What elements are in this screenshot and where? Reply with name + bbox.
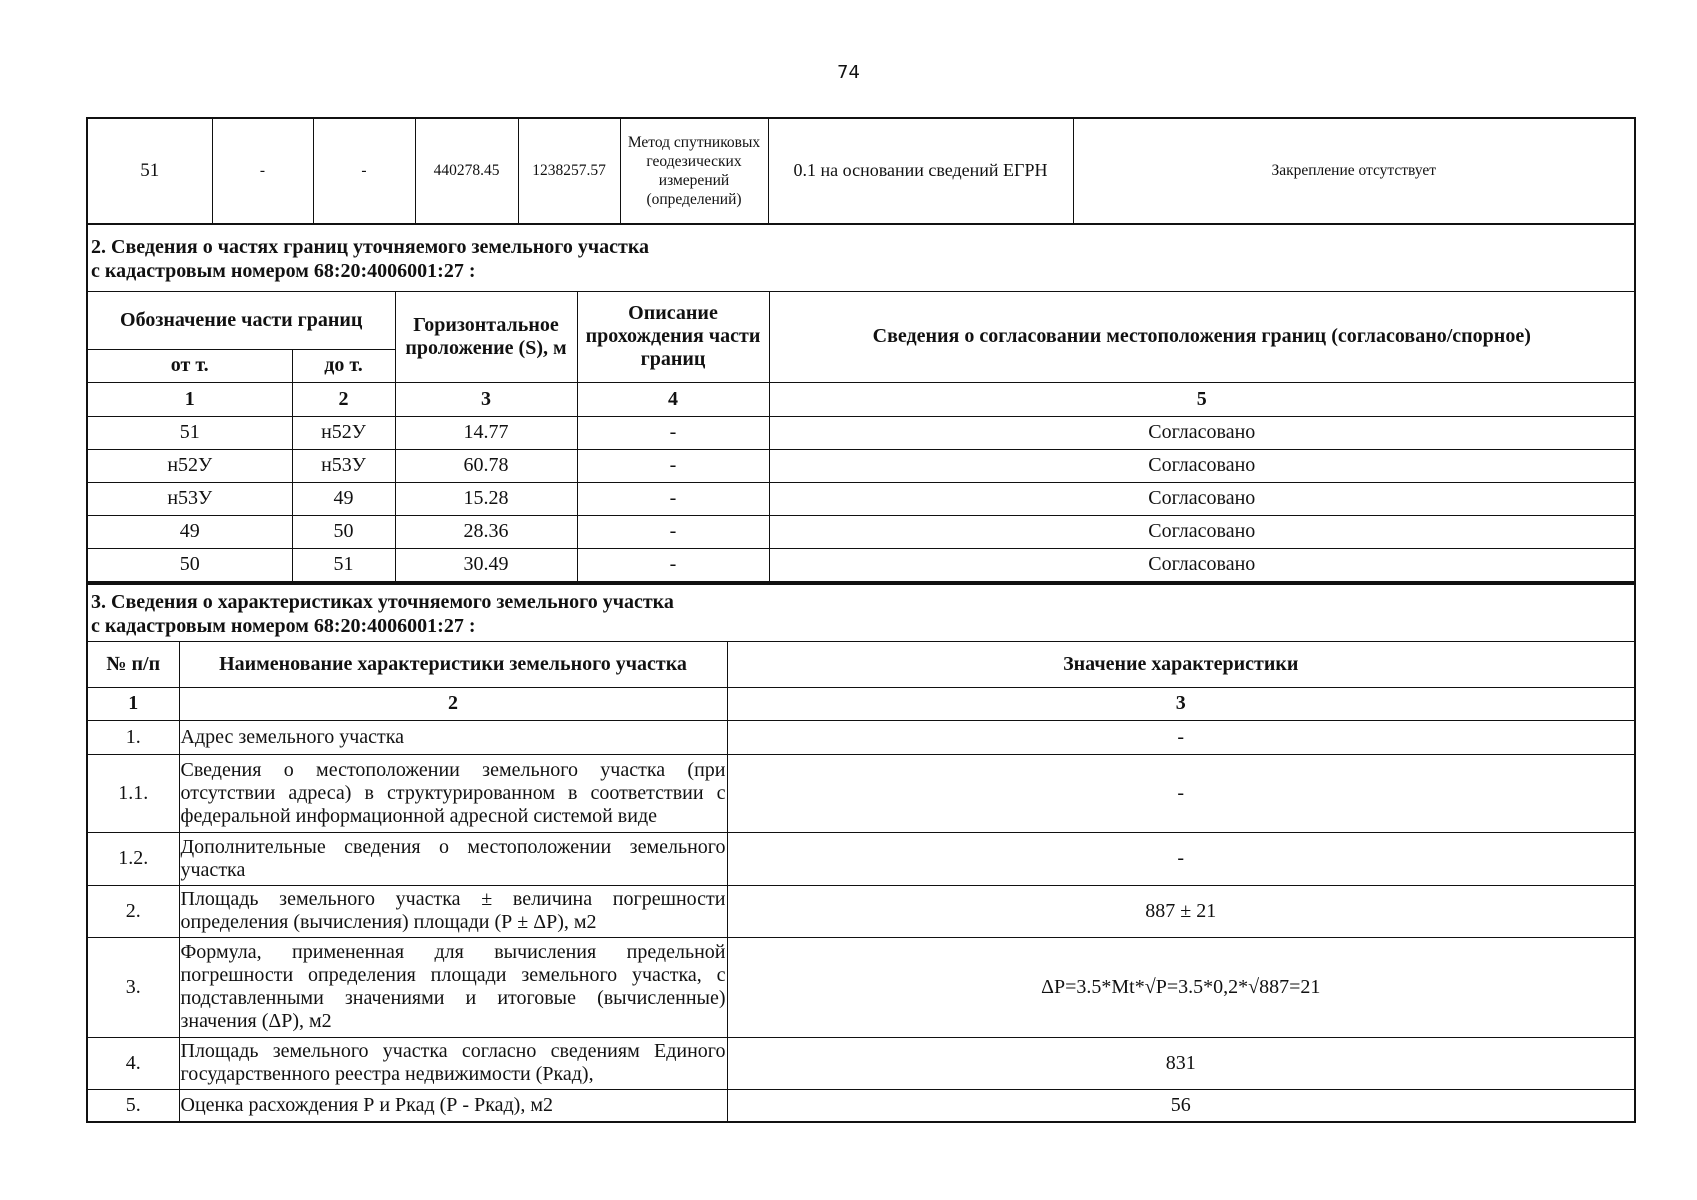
from-cell: 49: [87, 515, 292, 548]
table-row: [87, 1089, 1635, 1122]
number-header: № п/п: [87, 641, 179, 687]
section3-title-line2: с кадастровым номером 68:20:4006001:27 :: [91, 614, 476, 637]
accuracy-cell: 0.1 на основании сведений ЕГРН: [768, 118, 1073, 223]
from-cell: н53У: [87, 482, 292, 515]
header-row: [87, 291, 1635, 349]
section-title: [87, 583, 1635, 641]
col-number: 1: [87, 382, 292, 416]
to-cell: 51: [292, 548, 395, 581]
row-number: 1.2.: [87, 832, 179, 885]
table-row: [87, 515, 1635, 548]
status-cell: Согласовано: [769, 482, 1635, 515]
section-title: [87, 224, 1635, 291]
row-number: 5.: [87, 1089, 179, 1122]
length-cell: 60.78: [395, 449, 577, 482]
row-number: 1.1.: [87, 754, 179, 832]
name-header: Наименование характеристики земельного участка: [179, 641, 727, 687]
table-row: [87, 416, 1635, 449]
column-numbers-row: [87, 687, 1635, 720]
from-cell: 50: [87, 548, 292, 581]
dash-cell: -: [212, 118, 313, 223]
characteristic-value: -: [727, 832, 1635, 885]
length-cell: 14.77: [395, 416, 577, 449]
column-numbers-row: [87, 382, 1635, 416]
to-cell: н52У: [292, 416, 395, 449]
description-cell: -: [577, 548, 769, 581]
table-row: [87, 754, 1635, 832]
boundary-parts-table: [86, 224, 1636, 582]
point-cell: 51: [87, 118, 212, 223]
section3-title-line1: 3. Сведения о характеристиках уточняемого земельного участка: [91, 590, 674, 613]
col-number: 2: [292, 382, 395, 416]
status-cell: Согласовано: [769, 416, 1635, 449]
characteristics-table: [86, 582, 1636, 1124]
status-cell: Согласовано: [769, 449, 1635, 482]
to-cell: 50: [292, 515, 395, 548]
dash-cell: -: [313, 118, 415, 223]
description-cell: -: [577, 449, 769, 482]
col-number: 4: [577, 382, 769, 416]
characteristic-name: Сведения о местоположении земельного участка (при отсутствии адреса) в структурированном в соответствии с федеральной информационной адресной системой виде: [179, 754, 727, 832]
designation-header: Обозначение части границ: [87, 291, 395, 349]
coordinates-table: [86, 117, 1636, 224]
characteristic-value: 56: [727, 1089, 1635, 1122]
table-row: [87, 720, 1635, 754]
col-number: 1: [87, 687, 179, 720]
row-number: 3.: [87, 937, 179, 1037]
table-row: [87, 118, 1635, 223]
status-cell: Согласовано: [769, 515, 1635, 548]
characteristic-value: 887 ± 21: [727, 885, 1635, 937]
page-number: 74: [837, 62, 860, 83]
row-number: 2.: [87, 885, 179, 937]
y-coordinate-cell: 1238257.57: [518, 118, 620, 223]
description-cell: -: [577, 515, 769, 548]
table-row: [87, 449, 1635, 482]
length-cell: 28.36: [395, 515, 577, 548]
to-header: до т.: [292, 349, 395, 382]
status-cell: Согласовано: [769, 548, 1635, 581]
from-cell: н52У: [87, 449, 292, 482]
characteristic-name: Дополнительные сведения о местоположении земельного участка: [179, 832, 727, 885]
document-sheet: [86, 117, 1634, 1123]
characteristic-name: Площадь земельного участка согласно сведениям Единого государственного реестра недвижимости (Ркад),: [179, 1037, 727, 1089]
col-number: 3: [395, 382, 577, 416]
to-cell: 49: [292, 482, 395, 515]
characteristic-name: Формула, примененная для вычисления предельной погрешности определения площади земельного участка, с подставленными значениями и итоговые (вычисленные) значения (ΔР), м2: [179, 937, 727, 1037]
method-cell: Метод спутниковых геодезических измерений (определений): [620, 118, 768, 223]
col-number: 2: [179, 687, 727, 720]
fixing-cell: Закрепление отсутствует: [1073, 118, 1635, 223]
row-number: 4.: [87, 1037, 179, 1089]
col-number: 5: [769, 382, 1635, 416]
section2-title-line2: с кадастровым номером 68:20:4006001:27 :: [91, 259, 476, 282]
length-cell: 30.49: [395, 548, 577, 581]
col-number: 3: [727, 687, 1635, 720]
table-row: [87, 885, 1635, 937]
agreement-header: Сведения о согласовании местоположения границ (согласовано/спорное): [769, 291, 1635, 382]
to-cell: н53У: [292, 449, 395, 482]
value-header: Значение характеристики: [727, 641, 1635, 687]
characteristic-value: ΔР=3.5*Mt*√Р=3.5*0,2*√887=21: [727, 937, 1635, 1037]
characteristic-value: -: [727, 720, 1635, 754]
header-row: [87, 641, 1635, 687]
row-number: 1.: [87, 720, 179, 754]
description-cell: -: [577, 482, 769, 515]
section2-title-line1: 2. Сведения о частях границ уточняемого земельного участка: [91, 235, 650, 258]
table-row: [87, 832, 1635, 885]
table-row: [87, 937, 1635, 1037]
horizontal-header: Горизонтальное проложение (S), м: [395, 291, 577, 382]
characteristic-name: Оценка расхождения Р и Ркад (Р - Ркад), м2: [179, 1089, 727, 1122]
from-cell: 51: [87, 416, 292, 449]
table-row: [87, 1037, 1635, 1089]
length-cell: 15.28: [395, 482, 577, 515]
characteristic-value: 831: [727, 1037, 1635, 1089]
characteristic-name: Адрес земельного участка: [179, 720, 727, 754]
description-cell: -: [577, 416, 769, 449]
from-header: от т.: [87, 349, 292, 382]
description-header: Описание прохождения части границ: [577, 291, 769, 382]
characteristic-name: Площадь земельного участка ± величина погрешности определения (вычисления) площади (Р ± ΔР), м2: [179, 885, 727, 937]
table-row: [87, 482, 1635, 515]
x-coordinate-cell: 440278.45: [415, 118, 518, 223]
characteristic-value: -: [727, 754, 1635, 832]
table-row: [87, 548, 1635, 581]
